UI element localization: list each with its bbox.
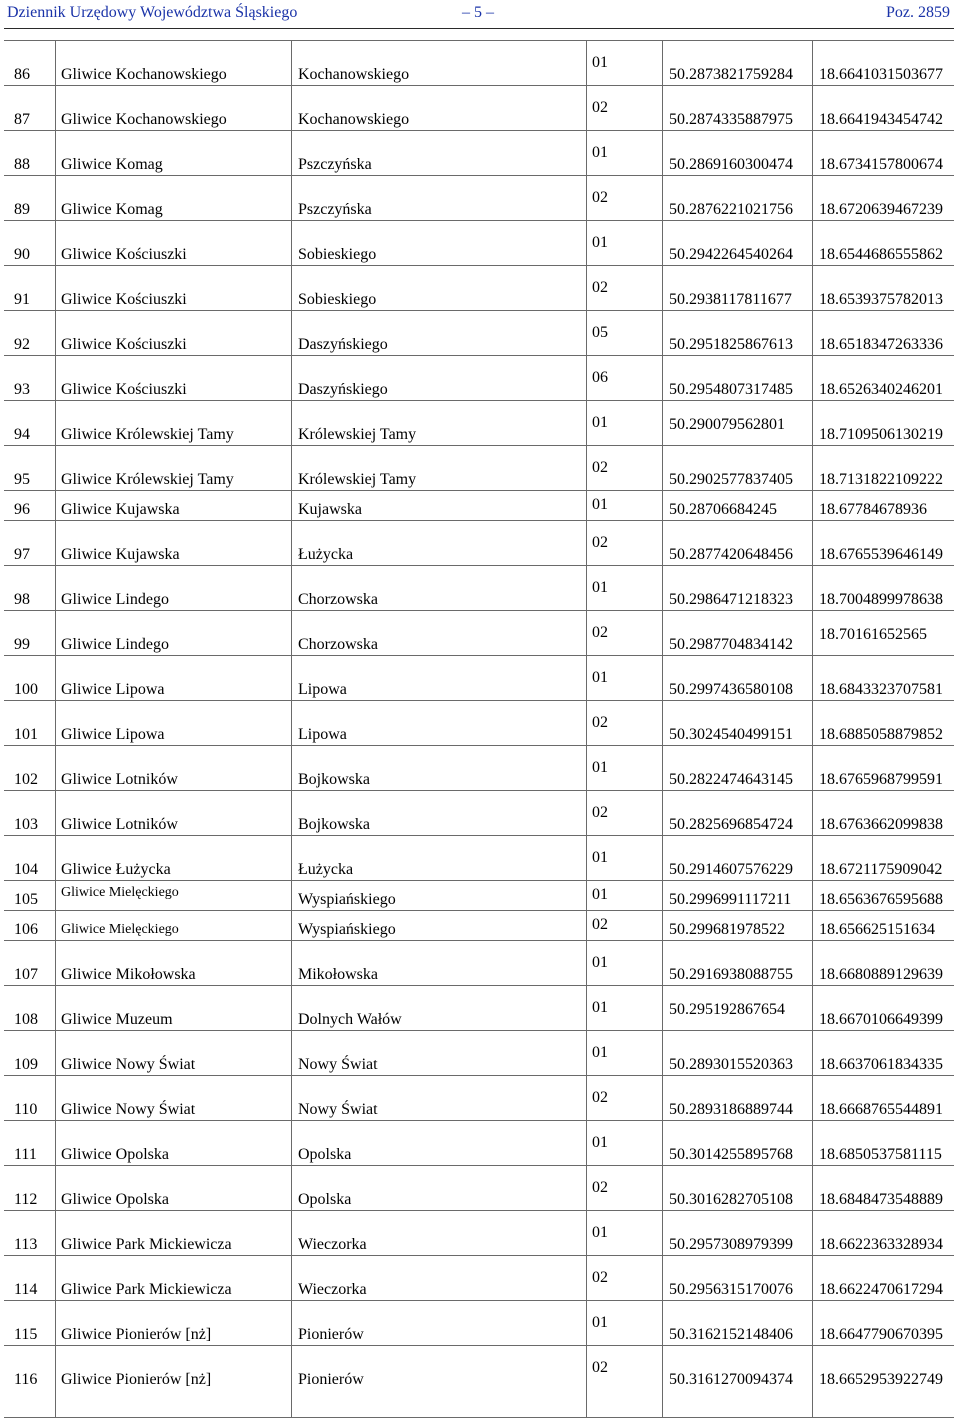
- stop-name: Gliwice Kościuszki: [61, 291, 187, 308]
- row-number: 99: [14, 636, 30, 653]
- stop-code: 01: [592, 579, 608, 596]
- row-divider: [4, 940, 954, 941]
- row-divider: [4, 130, 954, 131]
- stop-name: Gliwice Kujawska: [61, 501, 180, 518]
- street-name: Królewskiej Tamy: [298, 471, 417, 488]
- street-name: Opolska: [298, 1191, 352, 1208]
- row-number: 114: [14, 1281, 38, 1298]
- row-divider: [4, 265, 954, 266]
- longitude: 18.7109506130219: [819, 426, 943, 443]
- street-name: Łużycka: [298, 546, 354, 563]
- latitude: 50.2877420648456: [669, 546, 793, 563]
- stop-name: Gliwice Komag: [61, 201, 163, 218]
- row-divider: [4, 655, 954, 656]
- longitude: 18.7004899978638: [819, 591, 943, 608]
- row-number: 116: [14, 1371, 38, 1388]
- latitude: 50.2986471218323: [669, 591, 793, 608]
- street-name: Kochanowskiego: [298, 111, 410, 128]
- row-number: 89: [14, 201, 30, 218]
- longitude: 18.6641031503677: [819, 66, 943, 83]
- street-name: Pionierów: [298, 1371, 364, 1388]
- street-name: Sobieskiego: [298, 246, 377, 263]
- stop-name: Gliwice Łużycka: [61, 861, 171, 878]
- stop-code: 01: [592, 1224, 608, 1241]
- stop-code: 02: [592, 459, 608, 476]
- longitude: 18.6647790670395: [819, 1326, 943, 1343]
- stop-name: Gliwice Lindego: [61, 636, 169, 653]
- latitude: 50.2902577837405: [669, 471, 793, 488]
- longitude: 18.6848473548889: [819, 1191, 943, 1208]
- longitude: 18.656625151634: [819, 921, 935, 938]
- street-name: Opolska: [298, 1146, 352, 1163]
- street-name: Lipowa: [298, 681, 347, 698]
- longitude: 18.6539375782013: [819, 291, 943, 308]
- stop-name: Gliwice Opolska: [61, 1146, 169, 1163]
- street-name: Wyspiańskiego: [298, 891, 396, 908]
- latitude: 50.2996991117211: [669, 891, 792, 908]
- stop-name: Gliwice Kujawska: [61, 546, 180, 563]
- row-divider: [4, 1075, 954, 1076]
- stop-code: 01: [592, 1134, 608, 1151]
- stop-name: Gliwice Mielęckiego: [61, 922, 179, 937]
- street-name: Nowy Świat: [298, 1056, 378, 1073]
- longitude: 18.6763662099838: [819, 816, 943, 833]
- street-name: Pszczyńska: [298, 156, 372, 173]
- latitude: 50.3162152148406: [669, 1326, 793, 1343]
- row-divider: [4, 1165, 954, 1166]
- page-header: [0, 0, 960, 30]
- row-divider: [4, 490, 954, 491]
- stop-name: Gliwice Mikołowska: [61, 966, 196, 983]
- row-number: 93: [14, 381, 30, 398]
- longitude: 18.6885058879852: [819, 726, 943, 743]
- stop-name: Gliwice Nowy Świat: [61, 1101, 196, 1118]
- stop-name: Gliwice Opolska: [61, 1191, 169, 1208]
- latitude: 50.2938117811677: [669, 291, 792, 308]
- row-divider: [4, 175, 954, 176]
- street-name: Kujawska: [298, 501, 362, 518]
- row-number: 90: [14, 246, 30, 263]
- row-number: 105: [14, 891, 38, 908]
- stop-name: Gliwice Mielęckiego: [61, 885, 179, 900]
- longitude: 18.6720639467239: [819, 201, 943, 218]
- longitude: 18.6544686555862: [819, 246, 943, 263]
- column-divider: [586, 40, 587, 1418]
- stop-code: 01: [592, 999, 608, 1016]
- row-number: 88: [14, 156, 30, 173]
- stop-code: 02: [592, 1269, 608, 1286]
- latitude: 50.2997436580108: [669, 681, 793, 698]
- stop-code: 01: [592, 144, 608, 161]
- street-name: Wyspiańskiego: [298, 921, 396, 938]
- street-name: Nowy Świat: [298, 1101, 378, 1118]
- longitude: 18.6765968799591: [819, 771, 943, 788]
- stop-name: Gliwice Królewskiej Tamy: [61, 471, 234, 488]
- row-number: 111: [14, 1146, 37, 1163]
- stop-code: 01: [592, 1044, 608, 1061]
- longitude: 18.6526340246201: [819, 381, 943, 398]
- row-number: 94: [14, 426, 30, 443]
- latitude: 50.2874335887975: [669, 111, 793, 128]
- row-number: 100: [14, 681, 38, 698]
- longitude: 18.6765539646149: [819, 546, 943, 563]
- latitude: 50.2951825867613: [669, 336, 793, 353]
- stop-name: Gliwice Kościuszki: [61, 246, 187, 263]
- stop-code: 01: [592, 759, 608, 776]
- street-name: Pszczyńska: [298, 201, 372, 218]
- row-divider: [4, 520, 954, 521]
- longitude: 18.6668765544891: [819, 1101, 943, 1118]
- stop-code: 01: [592, 669, 608, 686]
- stop-code: 01: [592, 414, 608, 431]
- stop-code: 02: [592, 804, 608, 821]
- row-divider: [4, 1345, 954, 1346]
- stop-name: Gliwice Park Mickiewicza: [61, 1281, 232, 1298]
- longitude: 18.6734157800674: [819, 156, 943, 173]
- latitude: 50.2956315170076: [669, 1281, 793, 1298]
- row-divider: [4, 1120, 954, 1121]
- stop-code: 01: [592, 234, 608, 251]
- stop-name: Gliwice Lipowa: [61, 681, 165, 698]
- street-name: Dolnych Wałów: [298, 1011, 402, 1028]
- row-divider: [4, 910, 954, 911]
- row-number: 103: [14, 816, 38, 833]
- longitude: 18.6850537581115: [819, 1146, 942, 1163]
- street-name: Daszyńskiego: [298, 336, 388, 353]
- row-divider: [4, 355, 954, 356]
- row-divider: [4, 85, 954, 86]
- stop-code: 02: [592, 624, 608, 641]
- row-divider: [4, 985, 954, 986]
- stop-code: 02: [592, 189, 608, 206]
- longitude: 18.6721175909042: [819, 861, 943, 878]
- longitude: 18.6641943454742: [819, 111, 943, 128]
- latitude: 50.2825696854724: [669, 816, 793, 833]
- street-name: Wieczorka: [298, 1236, 367, 1253]
- stop-code: 02: [592, 99, 608, 116]
- row-divider: [4, 790, 954, 791]
- longitude: 18.6622363328934: [819, 1236, 943, 1253]
- latitude: 50.28706684245: [669, 501, 777, 518]
- stop-name: Gliwice Lotników: [61, 816, 178, 833]
- latitude: 50.2957308979399: [669, 1236, 793, 1253]
- latitude: 50.299681978522: [669, 921, 785, 938]
- longitude: 18.6652953922749: [819, 1371, 943, 1388]
- stop-name: Gliwice Park Mickiewicza: [61, 1236, 232, 1253]
- stop-code: 01: [592, 1314, 608, 1331]
- row-divider: [4, 835, 954, 836]
- stop-code: 01: [592, 496, 608, 513]
- latitude: 50.295192867654: [669, 1001, 785, 1018]
- latitude: 50.2876221021756: [669, 201, 793, 218]
- stop-name: Gliwice Kochanowskiego: [61, 111, 227, 128]
- row-number: 95: [14, 471, 30, 488]
- longitude: 18.6680889129639: [819, 966, 943, 983]
- stop-name: Gliwice Królewskiej Tamy: [61, 426, 234, 443]
- latitude: 50.2954807317485: [669, 381, 793, 398]
- stop-code: 02: [592, 1179, 608, 1196]
- row-number: 113: [14, 1236, 38, 1253]
- page-number: – 5 –: [462, 4, 494, 21]
- row-divider: [4, 220, 954, 221]
- street-name: Chorzowska: [298, 636, 378, 653]
- latitude: 50.290079562801: [669, 416, 785, 433]
- latitude: 50.2873821759284: [669, 66, 793, 83]
- row-divider: [4, 880, 954, 881]
- latitude: 50.3014255895768: [669, 1146, 793, 1163]
- stop-code: 01: [592, 849, 608, 866]
- longitude: 18.6670106649399: [819, 1011, 943, 1028]
- column-divider: [291, 40, 292, 1418]
- row-divider: [4, 1300, 954, 1301]
- stop-code: 05: [592, 324, 608, 341]
- row-divider: [4, 700, 954, 701]
- stop-code: 02: [592, 534, 608, 551]
- stop-name: Gliwice Kościuszki: [61, 336, 187, 353]
- position-number: Poz. 2859: [886, 4, 950, 21]
- row-number: 115: [14, 1326, 38, 1343]
- row-divider: [4, 400, 954, 401]
- street-name: Łużycka: [298, 861, 354, 878]
- stop-name: Gliwice Lindego: [61, 591, 169, 608]
- street-name: Daszyńskiego: [298, 381, 388, 398]
- street-name: Sobieskiego: [298, 291, 377, 308]
- row-number: 104: [14, 861, 38, 878]
- stop-code: 01: [592, 886, 608, 903]
- row-number: 97: [14, 546, 30, 563]
- row-divider: [4, 310, 954, 311]
- street-name: Wieczorka: [298, 1281, 367, 1298]
- stop-code: 02: [592, 1089, 608, 1106]
- stop-name: Gliwice Kościuszki: [61, 381, 187, 398]
- stop-name: Gliwice Lipowa: [61, 726, 165, 743]
- stop-code: 02: [592, 714, 608, 731]
- row-number: 107: [14, 966, 38, 983]
- street-name: Kochanowskiego: [298, 66, 410, 83]
- street-name: Lipowa: [298, 726, 347, 743]
- row-divider: [4, 445, 954, 446]
- row-divider: [4, 1255, 954, 1256]
- row-number: 98: [14, 591, 30, 608]
- latitude: 50.2869160300474: [669, 156, 793, 173]
- row-number: 109: [14, 1056, 38, 1073]
- stop-name: Gliwice Muzeum: [61, 1011, 173, 1028]
- row-number: 106: [14, 921, 38, 938]
- street-name: Mikołowska: [298, 966, 378, 983]
- longitude: 18.67784678936: [819, 501, 927, 518]
- stop-name: Gliwice Lotników: [61, 771, 178, 788]
- street-name: Królewskiej Tamy: [298, 426, 417, 443]
- column-divider: [55, 40, 56, 1418]
- row-number: 110: [14, 1101, 38, 1118]
- row-number: 102: [14, 771, 38, 788]
- longitude: 18.7131822109222: [819, 471, 943, 488]
- row-number: 108: [14, 1011, 38, 1028]
- longitude: 18.6843323707581: [819, 681, 943, 698]
- longitude: 18.6518347263336: [819, 336, 943, 353]
- stop-code: 06: [592, 369, 608, 386]
- row-divider: [4, 1030, 954, 1031]
- street-name: Bojkowska: [298, 771, 370, 788]
- row-number: 86: [14, 66, 30, 83]
- latitude: 50.2893186889744: [669, 1101, 793, 1118]
- longitude: 18.70161652565: [819, 626, 927, 643]
- stop-name: Gliwice Komag: [61, 156, 163, 173]
- latitude: 50.2893015520363: [669, 1056, 793, 1073]
- latitude: 50.2942264540264: [669, 246, 793, 263]
- street-name: Chorzowska: [298, 591, 378, 608]
- journal-title: Dziennik Urzędowy Województwa Śląskiego: [7, 4, 298, 21]
- longitude: 18.6563676595688: [819, 891, 943, 908]
- row-divider: [4, 40, 954, 41]
- latitude: 50.2987704834142: [669, 636, 793, 653]
- stop-code: 02: [592, 279, 608, 296]
- latitude: 50.3016282705108: [669, 1191, 793, 1208]
- row-divider: [4, 565, 954, 566]
- latitude: 50.2914607576229: [669, 861, 793, 878]
- stop-name: Gliwice Pionierów [nż]: [61, 1371, 212, 1388]
- stop-code: 01: [592, 54, 608, 71]
- street-name: Pionierów: [298, 1326, 364, 1343]
- row-number: 112: [14, 1191, 38, 1208]
- longitude: 18.6637061834335: [819, 1056, 943, 1073]
- stop-name: Gliwice Nowy Świat: [61, 1056, 196, 1073]
- row-number: 87: [14, 111, 30, 128]
- latitude: 50.3024540499151: [669, 726, 793, 743]
- row-number: 92: [14, 336, 30, 353]
- row-number: 91: [14, 291, 30, 308]
- stop-code: 01: [592, 954, 608, 971]
- latitude: 50.2822474643145: [669, 771, 793, 788]
- row-number: 101: [14, 726, 38, 743]
- latitude: 50.3161270094374: [669, 1371, 793, 1388]
- row-divider: [4, 610, 954, 611]
- stop-code: 02: [592, 1359, 608, 1376]
- stop-name: Gliwice Kochanowskiego: [61, 66, 227, 83]
- stops-table: [4, 40, 954, 1418]
- longitude: 18.6622470617294: [819, 1281, 943, 1298]
- stop-name: Gliwice Pionierów [nż]: [61, 1326, 212, 1343]
- header-rule: [4, 28, 954, 29]
- street-name: Bojkowska: [298, 816, 370, 833]
- row-divider: [4, 745, 954, 746]
- row-number: 96: [14, 501, 30, 518]
- stop-code: 02: [592, 916, 608, 933]
- latitude: 50.2916938088755: [669, 966, 793, 983]
- row-divider: [4, 1210, 954, 1211]
- column-divider: [662, 40, 663, 1418]
- column-divider: [812, 40, 813, 1418]
